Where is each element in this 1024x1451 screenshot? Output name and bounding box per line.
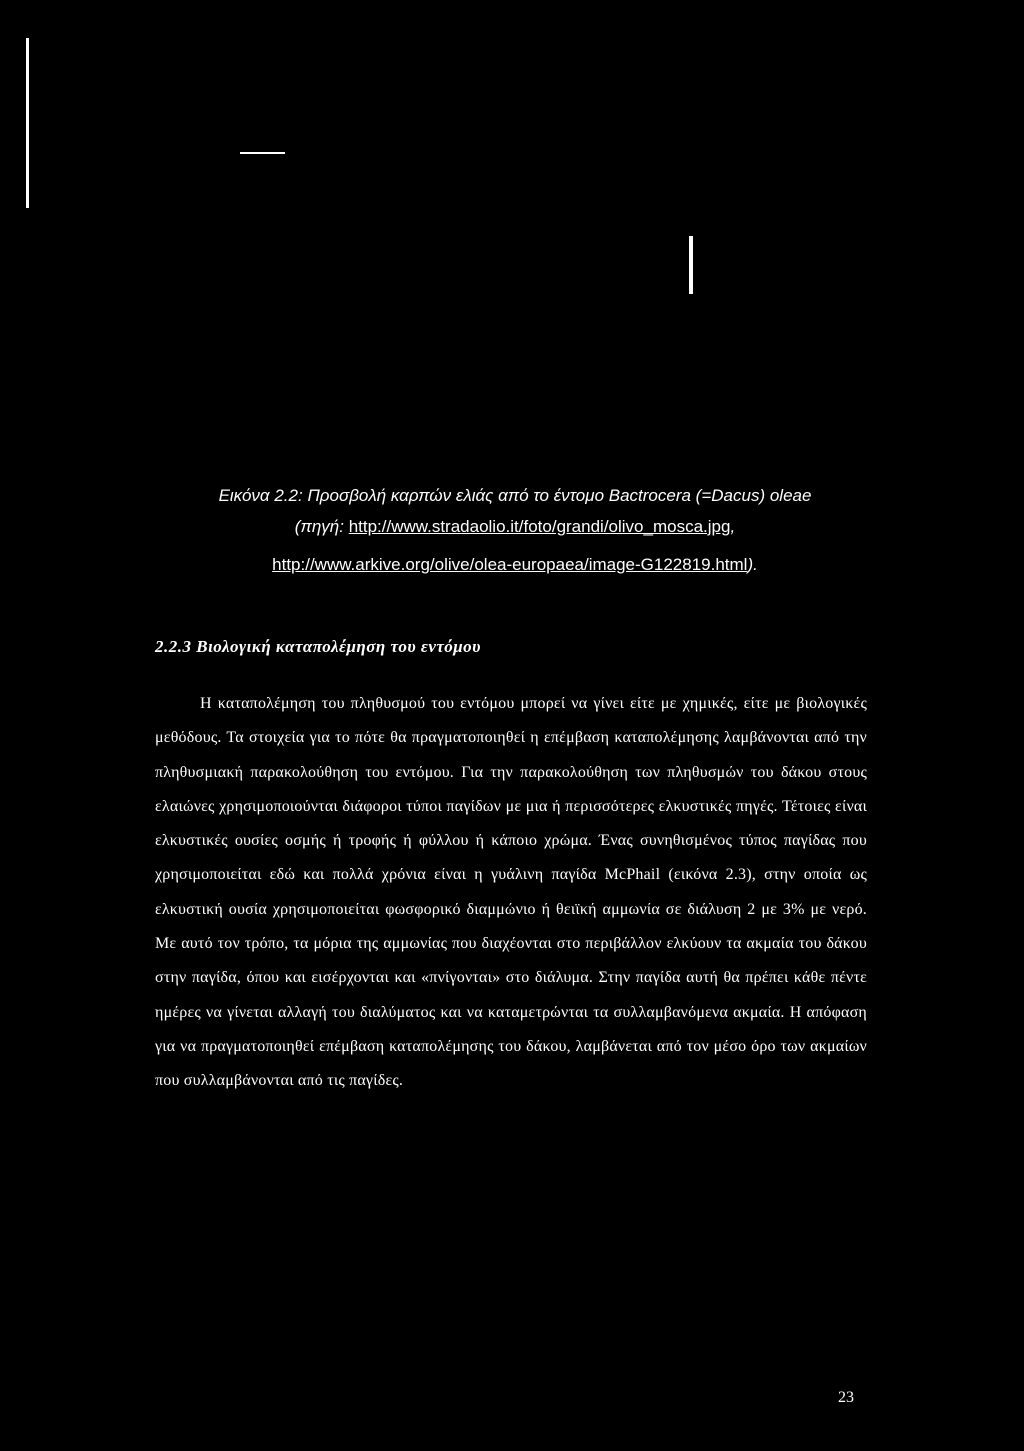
source-link-arkive[interactable]: http://www.arkive.org/olive/olea-europaea/image-G122819.html [272,555,748,574]
source-closing: ). [747,555,758,574]
image-artifact-line [26,38,29,208]
page-number: 23 [838,1389,854,1406]
figure-title: Προσβολή καρπών ελιάς από το έντομο Bactrocera (=Dacus) oleae [307,486,812,505]
figure-label: Εικόνα 2.2: [218,486,303,505]
figure-caption-source [120,515,910,539]
body-paragraph: Η καταπολέμηση του πληθυσμού του εντόμου μπορεί να γίνει είτε με χημικές, είτε με βιολογικές μεθόδους. Τα στοιχεία για το πότε θα πραγματοποιηθεί η επέμβαση καταπολέμησης λαμβάνονται από την πληθυσμιακή παρακολούθηση του εντόμου. Για την παρακολούθηση των πληθυσμών του δάκου στους ελαιώνες χρησιμοποιούνται διάφοροι τύποι παγίδων με μια ή περισσότερες ελκυστικές πηγές. Τέτοιες είναι ελκυστικές ουσίες οσμής ή τροφής ή φύλλου ή κάποιο χρώμα. Ένας συνηθισμένος τύπος παγίδας που χρησιμοποιείται εδώ και πολλά χρόνια είναι η γυάλινη παγίδα McPhail (εικόνα 2.3), στην οποία ως ελκυστική ουσία χρησιμοποιείται φωσφορικό διαμμώνιο ή θειϊκή αμμωνία σε διάλυση 2 με 3% με νερό. Με αυτό τον τρόπο, τα μόρια της αμμωνίας που διαχέονται στο περιβάλλον ελκύουν τα ακμαία του δάκου στην παγίδα, όπου και εισέρχονται και «πνίγονται» στο διάλυμα. Στην παγίδα αυτή θα πρέπει κάθε πέντε ημέρες να γίνεται αλλαγή του διαλύματος και να καταμετρώνται τα συλλαμβανόμενα ακμαία. Η απόφαση για να πραγματοποιηθεί επέμβαση καταπολέμησης του δάκου, λαμβάνεται από τον μέσο όρο των ακμαίων που συλλαμβάνονται από τις παγίδες. [155,695,867,1090]
figure-caption-source-2 [120,553,910,577]
image-artifact-dash [240,152,285,154]
figure-source-prefix: (πηγή: [294,517,344,536]
section-heading: 2.2.3 Βιολογική καταπολέμηση του εντόμου [155,637,481,656]
figure-caption-title [120,484,910,508]
figure-image [0,0,1024,460]
link-separator: , [730,517,736,536]
source-link-stradaolio[interactable]: http://www.stradaolio.it/foto/grandi/olivo_mosca.jpg [348,517,731,536]
image-artifact-line [689,236,693,294]
